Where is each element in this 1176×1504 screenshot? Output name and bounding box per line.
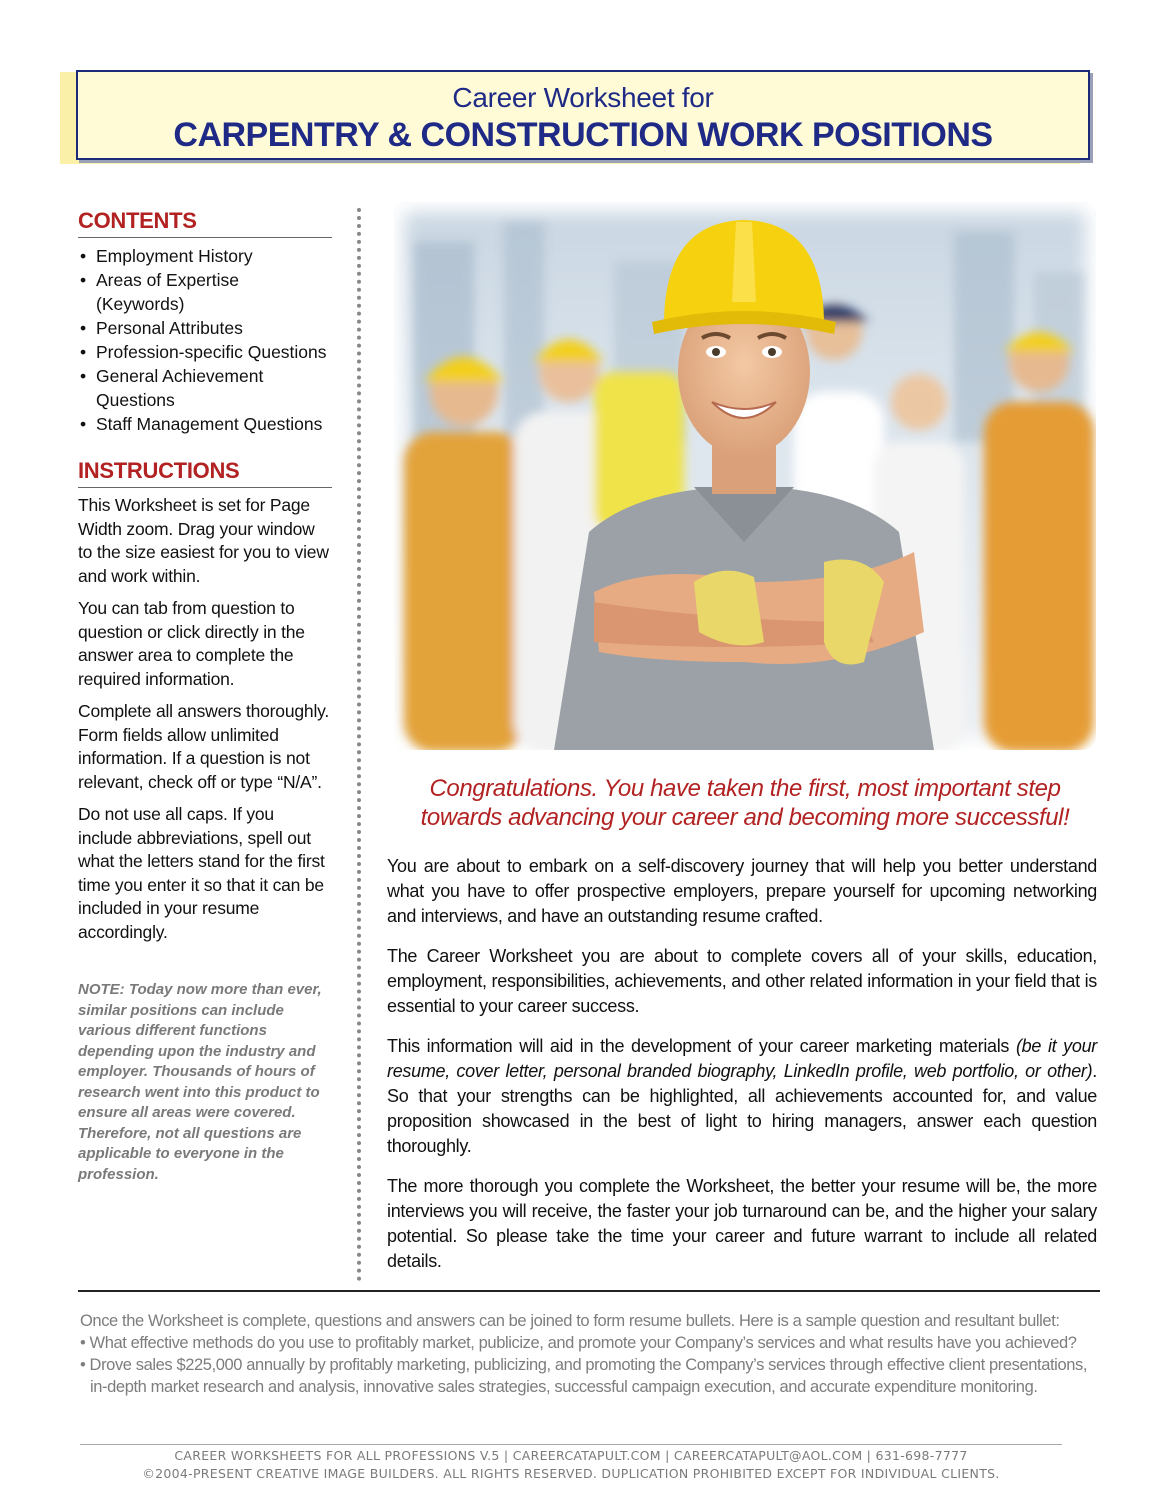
- instruction-paragraph: Do not use all caps. If you include abbreviations, spell out what the letters stand for the first time you enter it so that it can be included in your resume accordingly.: [78, 804, 325, 942]
- sidebar: [78, 208, 332, 1185]
- header-banner: [76, 70, 1090, 160]
- note-label: NOTE:: [78, 981, 125, 998]
- contents-item-employment-history[interactable]: • Employment History: [78, 244, 332, 268]
- footer: [80, 1447, 1062, 1483]
- p3-text-end: . So that your strengths can be highlighted, all achievements accounted for, and value proposition showcased in the best of light to hiring managers, answer each question thoroughly.: [387, 1061, 1097, 1156]
- instruction-paragraph: This Worksheet is set for Page Width zoom. Drag your window to the size easiest for you to view and work within.: [78, 495, 329, 586]
- page-title: CARPENTRY & CONSTRUCTION WORK POSITIONS: [173, 116, 993, 154]
- intro-paragraph: You are about to embark on a self-discovery journey that will help you better understand what you have to offer prospective employers, prepare yourself for upcoming networking and interviews, and have an outstanding resume crafted.: [387, 856, 1097, 926]
- section-divider: [78, 1290, 1100, 1292]
- sample-intro: Once the Worksheet is complete, questions and answers can be joined to form resume bullets. Here is a sample question and resultant bullet:: [80, 1312, 1060, 1330]
- contents-list: [78, 244, 332, 436]
- intro-body: [387, 854, 1097, 1289]
- instruction-paragraph: Complete all answers thoroughly. Form fields allow unlimited information. If a question is not relevant, check off or type “N/A”.: [78, 701, 330, 792]
- congratulations-message: Congratulations. You have taken the first, most important step towards advancing your career and becoming more successful!: [420, 775, 1070, 831]
- footer-copyright: ©2004-PRESENT CREATIVE IMAGE BUILDERS. ALL RIGHTS RESERVED. DUPLICATION PROHIBITED EXCEPT FOR INDIVIDUAL CLIENTS.: [142, 1466, 1000, 1481]
- intro-paragraph: [387, 1034, 1097, 1159]
- contents-item-areas-of-expertise[interactable]: • Areas of Expertise (Keywords): [78, 268, 332, 316]
- sample-bullet: • Drove sales $225,000 annually by profitably marketing, publicizing, and promoting the Company’s services through effective client presentations,: [80, 1356, 1088, 1374]
- instructions: [78, 494, 332, 944]
- sample-bullet-continued: in-depth market research and analysis, innovative sales strategies, successful campaign execution, and accurate expenditure monitoring.: [90, 1378, 1038, 1396]
- sample-bullet-section: [80, 1310, 1100, 1398]
- column-divider: [357, 208, 361, 1282]
- intro-paragraph: The more thorough you complete the Worksheet, the better your resume will be, the more interviews you will receive, the faster your job turnaround can be, and the higher your salary potential. So please take the time your career and future warrant to include all related details.: [387, 1176, 1097, 1271]
- contents-heading: CONTENTS: [78, 208, 332, 238]
- intro-paragraph: The Career Worksheet you are about to complete covers all of your skills, education, employment, responsibilities, achievements, and other related information in your field that is essential to your career success.: [387, 946, 1097, 1016]
- header-subtitle: Career Worksheet for: [452, 82, 714, 113]
- footer-contact: CAREER WORKSHEETS FOR ALL PROFESSIONS V.5 | CAREERCATAPULT.COM | CAREERCATAPULT@AOL.COM | 631-698-7777: [174, 1448, 968, 1463]
- note-text: Today now more than ever, similar positions can include various different functions depending upon the industry and employer. Thousands of hours of research went into this product to ensure all areas were covered. Therefore, not all questions are applicable to everyone in the profession.: [78, 981, 322, 1183]
- contents-item-profession-specific[interactable]: • Profession-specific Questions: [78, 340, 332, 364]
- p3-italic: (be it your resume, cover letter, personal branded biography, LinkedIn profile, web portfolio, or other): [387, 1036, 1098, 1081]
- contents-item-staff-management[interactable]: • Staff Management Questions: [78, 412, 332, 436]
- sample-question: • What effective methods do you use to profitably market, publicize, and promote your Company’s services and what results have you achieved?: [80, 1334, 1077, 1352]
- contents-item-general-achievement[interactable]: • General Achievement Questions: [78, 364, 332, 412]
- hero-photo: [394, 202, 1096, 750]
- instructions-heading: INSTRUCTIONS: [78, 458, 332, 488]
- note: [78, 980, 332, 1185]
- instruction-paragraph: You can tab from question to question or click directly in the answer area to complete the required information.: [78, 598, 305, 689]
- p3-text: This information will aid in the development of your career marketing materials: [387, 1036, 1016, 1056]
- contents-item-personal-attributes[interactable]: • Personal Attributes: [78, 316, 332, 340]
- footer-divider: [80, 1444, 1062, 1445]
